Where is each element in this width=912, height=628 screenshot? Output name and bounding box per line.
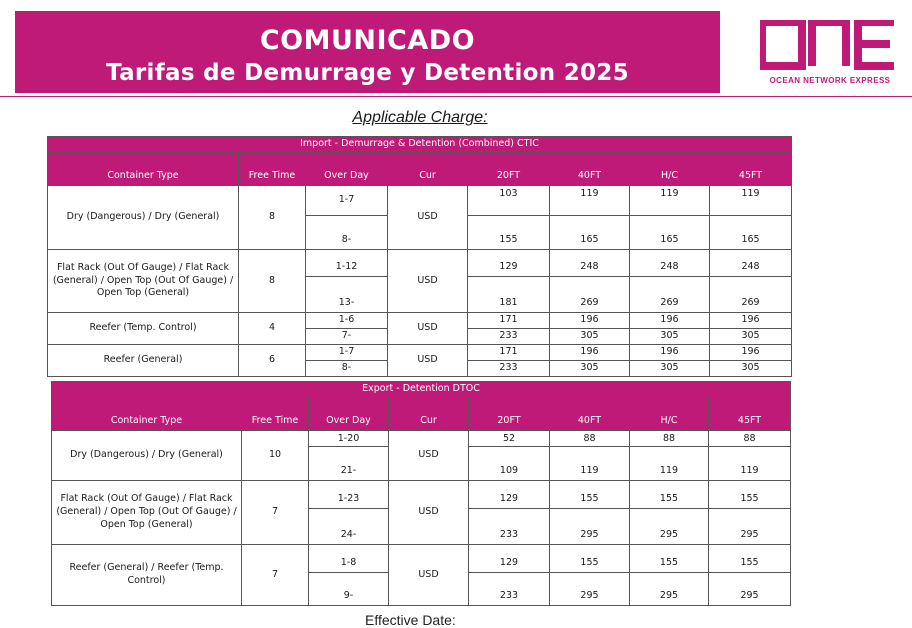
rate-45ft: 119	[710, 186, 792, 216]
rate-20ft: 52	[469, 431, 550, 447]
rate-hc: 155	[630, 545, 709, 573]
rate-40ft: 165	[550, 216, 630, 250]
rate-45ft: 269	[710, 277, 792, 313]
rate-hc: 119	[630, 186, 710, 216]
page-title: COMUNICADO	[259, 25, 476, 56]
currency: USD	[388, 186, 468, 250]
rate-45ft: 295	[709, 509, 791, 545]
over-day: 1-7	[306, 345, 388, 361]
over-day: 13-	[306, 277, 388, 313]
rate-20ft: 233	[468, 329, 550, 345]
currency: USD	[389, 545, 469, 606]
rate-40ft: 155	[550, 481, 630, 509]
rate-hc: 155	[630, 481, 709, 509]
rate-20ft: 233	[469, 573, 550, 606]
rate-hc: 305	[630, 329, 710, 345]
rate-20ft: 155	[468, 216, 550, 250]
col-header: Free Time	[242, 398, 309, 431]
over-day: 1-6	[306, 313, 388, 329]
rate-45ft: 196	[710, 345, 792, 361]
rate-45ft: 248	[710, 250, 792, 277]
title-banner	[15, 11, 720, 93]
col-header: 45FT	[710, 153, 792, 186]
free-time: 4	[239, 313, 306, 345]
rate-hc: 165	[630, 216, 710, 250]
rate-40ft: 119	[550, 447, 630, 481]
rate-45ft: 119	[709, 447, 791, 481]
col-header: 40FT	[550, 398, 630, 431]
rate-40ft: 305	[550, 329, 630, 345]
rate-40ft: 155	[550, 545, 630, 573]
over-day: 1-8	[309, 545, 389, 573]
rate-40ft: 119	[550, 186, 630, 216]
table-row	[52, 431, 791, 447]
header-divider	[0, 96, 912, 97]
table-row	[48, 345, 792, 361]
currency: USD	[388, 313, 468, 345]
over-day: 1-23	[309, 481, 389, 509]
col-header: Container Type	[52, 398, 242, 431]
rate-20ft: 233	[468, 361, 550, 377]
currency: USD	[388, 345, 468, 377]
import-table-title: Import - Demurrage & Detention (Combined) CTIC	[48, 137, 792, 153]
rate-hc: 295	[630, 509, 709, 545]
rate-hc: 295	[630, 573, 709, 606]
col-header: Over Day	[309, 398, 389, 431]
import-charge-table	[47, 136, 792, 377]
rate-40ft: 88	[550, 431, 630, 447]
table-row	[52, 545, 791, 573]
over-day: 8-	[306, 216, 388, 250]
rate-40ft: 269	[550, 277, 630, 313]
logo-tagline: OCEAN NETWORK EXPRESS	[769, 76, 891, 85]
over-day: 7-	[306, 329, 388, 345]
col-header: Over Day	[306, 153, 388, 186]
currency: USD	[389, 481, 469, 545]
col-header: 45FT	[709, 398, 791, 431]
table-row	[52, 481, 791, 509]
free-time: 7	[242, 545, 309, 606]
rate-45ft: 88	[709, 431, 791, 447]
effective-date-label: Effective Date:	[365, 612, 456, 628]
over-day: 8-	[306, 361, 388, 377]
col-header: 20FT	[468, 153, 550, 186]
rate-40ft: 196	[550, 345, 630, 361]
rate-hc: 269	[630, 277, 710, 313]
rate-40ft: 196	[550, 313, 630, 329]
col-header: H/C	[630, 153, 710, 186]
rate-hc: 248	[630, 250, 710, 277]
rate-45ft: 155	[709, 545, 791, 573]
container-type: Dry (Dangerous) / Dry (General)	[52, 431, 242, 481]
rate-hc: 88	[630, 431, 709, 447]
over-day: 24-	[309, 509, 389, 545]
rate-hc: 196	[630, 345, 710, 361]
rate-45ft: 305	[710, 361, 792, 377]
col-header: Free Time	[239, 153, 306, 186]
free-time: 8	[239, 186, 306, 250]
col-header: Cur	[389, 398, 469, 431]
over-day: 9-	[309, 573, 389, 606]
rate-45ft: 155	[709, 481, 791, 509]
col-header: H/C	[630, 398, 709, 431]
rate-20ft: 129	[469, 545, 550, 573]
table-row	[48, 250, 792, 277]
rate-40ft: 295	[550, 509, 630, 545]
free-time: 10	[242, 431, 309, 481]
currency: USD	[389, 431, 469, 481]
col-header: Cur	[388, 153, 468, 186]
table-row	[48, 186, 792, 216]
col-header: 20FT	[469, 398, 550, 431]
rate-20ft: 129	[469, 481, 550, 509]
rate-20ft: 181	[468, 277, 550, 313]
over-day: 21-	[309, 447, 389, 481]
rate-hc: 119	[630, 447, 709, 481]
over-day: 1-7	[306, 186, 388, 216]
rate-40ft: 305	[550, 361, 630, 377]
rate-40ft: 248	[550, 250, 630, 277]
rate-45ft: 165	[710, 216, 792, 250]
rate-45ft: 295	[709, 573, 791, 606]
rate-20ft: 129	[468, 250, 550, 277]
container-type: Reefer (General) / Reefer (Temp. Control)	[52, 545, 242, 606]
container-type: Reefer (General)	[48, 345, 239, 377]
over-day: 1-20	[309, 431, 389, 447]
rate-20ft: 109	[469, 447, 550, 481]
export-table-title: Export - Detention DTOC	[52, 382, 791, 398]
applicable-charge-label: Applicable Charge:	[352, 109, 488, 126]
page-subtitle: Tarifas de Demurrage y Detention 2025	[106, 60, 629, 86]
rate-20ft: 233	[469, 509, 550, 545]
container-type: Reefer (Temp. Control)	[48, 313, 239, 345]
rate-40ft: 295	[550, 573, 630, 606]
free-time: 8	[239, 250, 306, 313]
free-time: 6	[239, 345, 306, 377]
col-header: 40FT	[550, 153, 630, 186]
currency: USD	[388, 250, 468, 313]
table-row	[48, 313, 792, 329]
free-time: 7	[242, 481, 309, 545]
rate-hc: 196	[630, 313, 710, 329]
rate-45ft: 196	[710, 313, 792, 329]
col-header: Container Type	[48, 153, 239, 186]
rate-45ft: 305	[710, 329, 792, 345]
container-type: Dry (Dangerous) / Dry (General)	[48, 186, 239, 250]
container-type: Flat Rack (Out Of Gauge) / Flat Rack (General) / Open Top (Out Of Gauge) / Open Top (General)	[48, 250, 239, 313]
export-charge-table	[51, 381, 791, 606]
rate-hc: 305	[630, 361, 710, 377]
rate-20ft: 171	[468, 313, 550, 329]
rate-20ft: 103	[468, 186, 550, 216]
rate-20ft: 171	[468, 345, 550, 361]
over-day: 1-12	[306, 250, 388, 277]
container-type: Flat Rack (Out Of Gauge) / Flat Rack (General) / Open Top (Out Of Gauge) / Open Top (General)	[52, 481, 242, 545]
